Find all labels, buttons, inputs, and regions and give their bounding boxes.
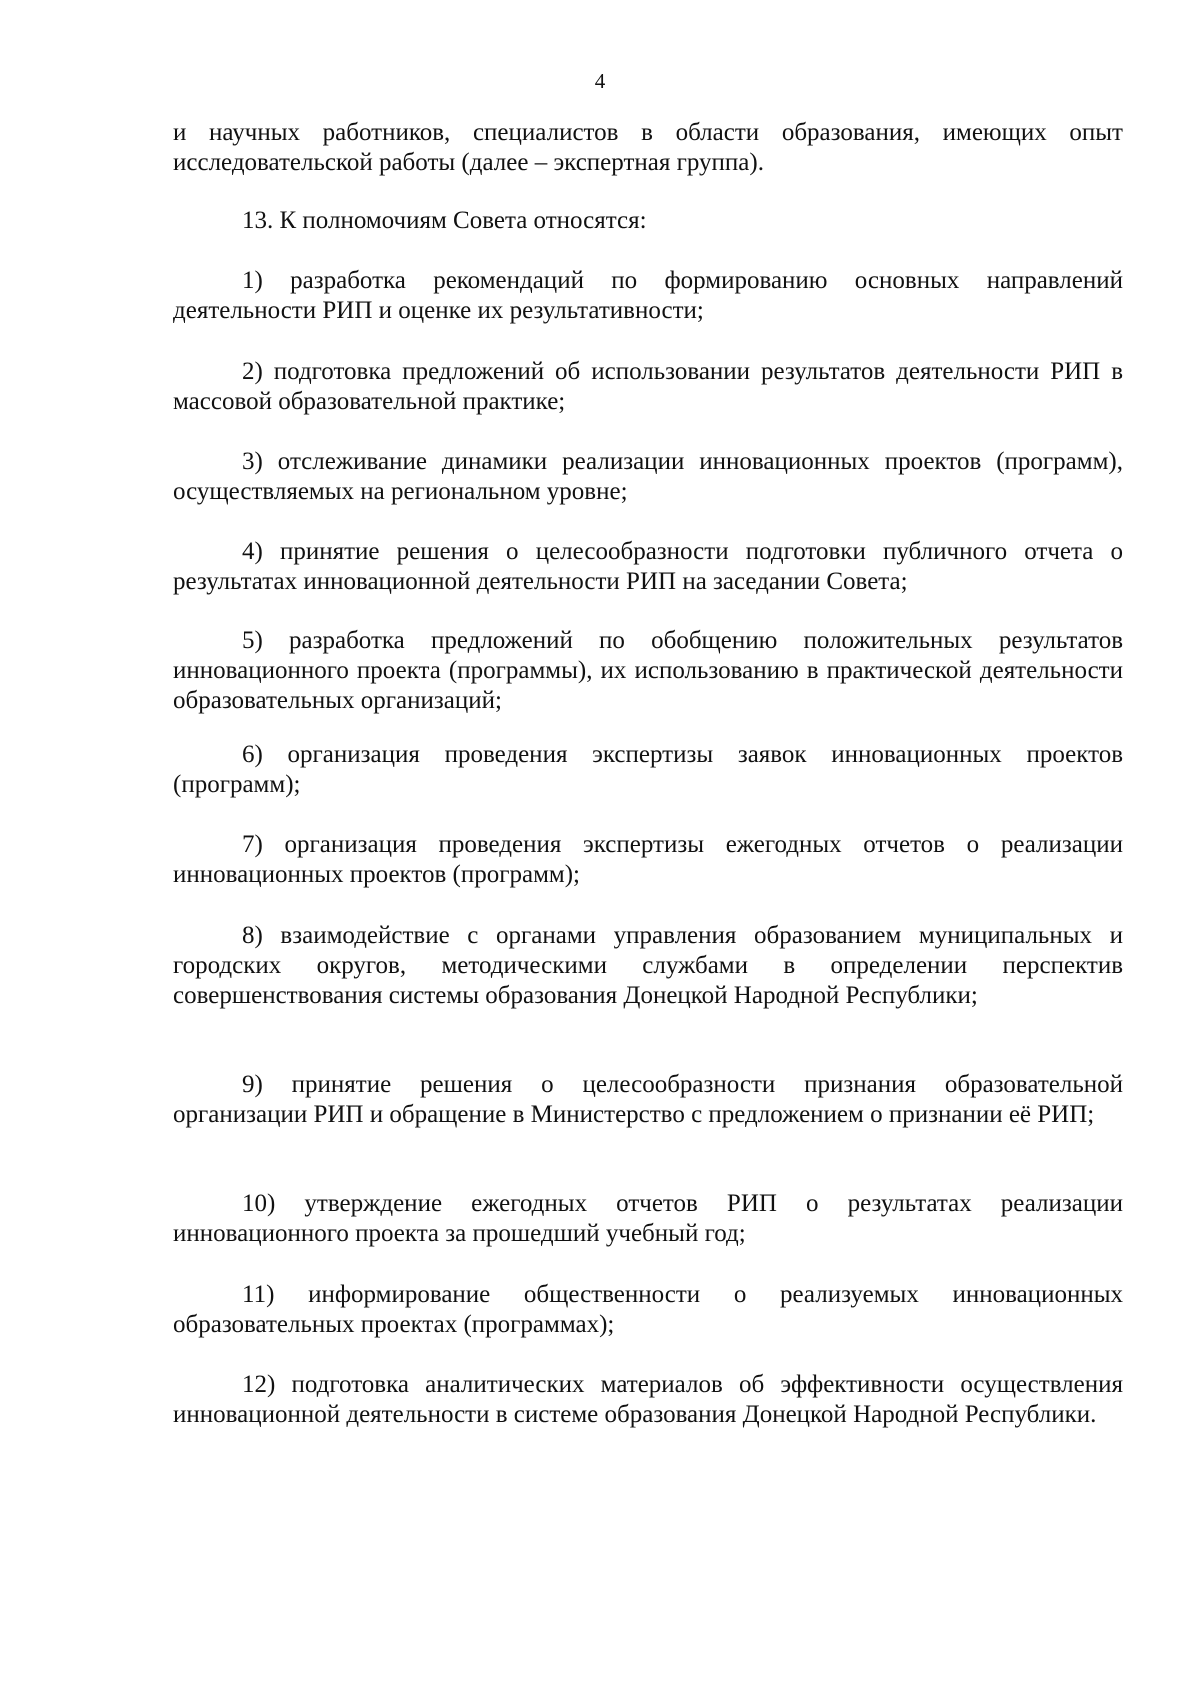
list-item-10: 10) утверждение ежегодных отчетов РИП о результатах реализации инновационного проекта за прошедший учебный год;: [173, 1190, 1123, 1247]
list-item-4: 4) принятие решения о целесообразности подготовки публичного отчета о результатах инновационной деятельности РИП на заседании Совета;: [173, 538, 1123, 595]
list-item-3: 3) отслеживание динамики реализации инновационных проектов (программ), осуществляемых на региональном уровне;: [173, 448, 1123, 505]
list-item-12: 12) подготовка аналитических материалов об эффективности осуществления инновационной деятельности в системе образования Донецкой Народной Республики.: [173, 1371, 1123, 1428]
paragraph-section-13: 13. К полномочиям Совета относятся:: [242, 207, 647, 234]
page-number: 4: [594, 69, 606, 93]
list-item-2: 2) подготовка предложений об использовании результатов деятельности РИП в массовой образовательной практике;: [173, 358, 1123, 415]
list-item-8: 8) взаимодействие с органами управления образованием муниципальных и городских округов, методическими службами в определении перспектив совершенствования системы образования Донецкой Народной Республики;: [173, 922, 1123, 1009]
list-item-9: 9) принятие решения о целесообразности признания образовательной организации РИП и обращение в Министерство с предложением о признании её РИП;: [173, 1071, 1123, 1128]
list-item-1: 1) разработка рекомендаций по формированию основных направлений деятельности РИП и оценке их результативности;: [173, 267, 1123, 324]
list-item-7: 7) организация проведения экспертизы ежегодных отчетов о реализации инновационных проектов (программ);: [173, 831, 1123, 888]
list-item-5: 5) разработка предложений по обобщению положительных результатов инновационного проекта (программы), их использованию в практической деятельности образовательных организаций;: [173, 627, 1123, 714]
list-item-11: 11) информирование общественности о реализуемых инновационных образовательных проектах (программах);: [173, 1281, 1123, 1338]
list-item-6: 6) организация проведения экспертизы заявок инновационных проектов (программ);: [173, 741, 1123, 798]
paragraph-continuation: и научных работников, специалистов в области образования, имеющих опыт исследовательской работы (далее – экспертная группа).: [173, 119, 1123, 176]
